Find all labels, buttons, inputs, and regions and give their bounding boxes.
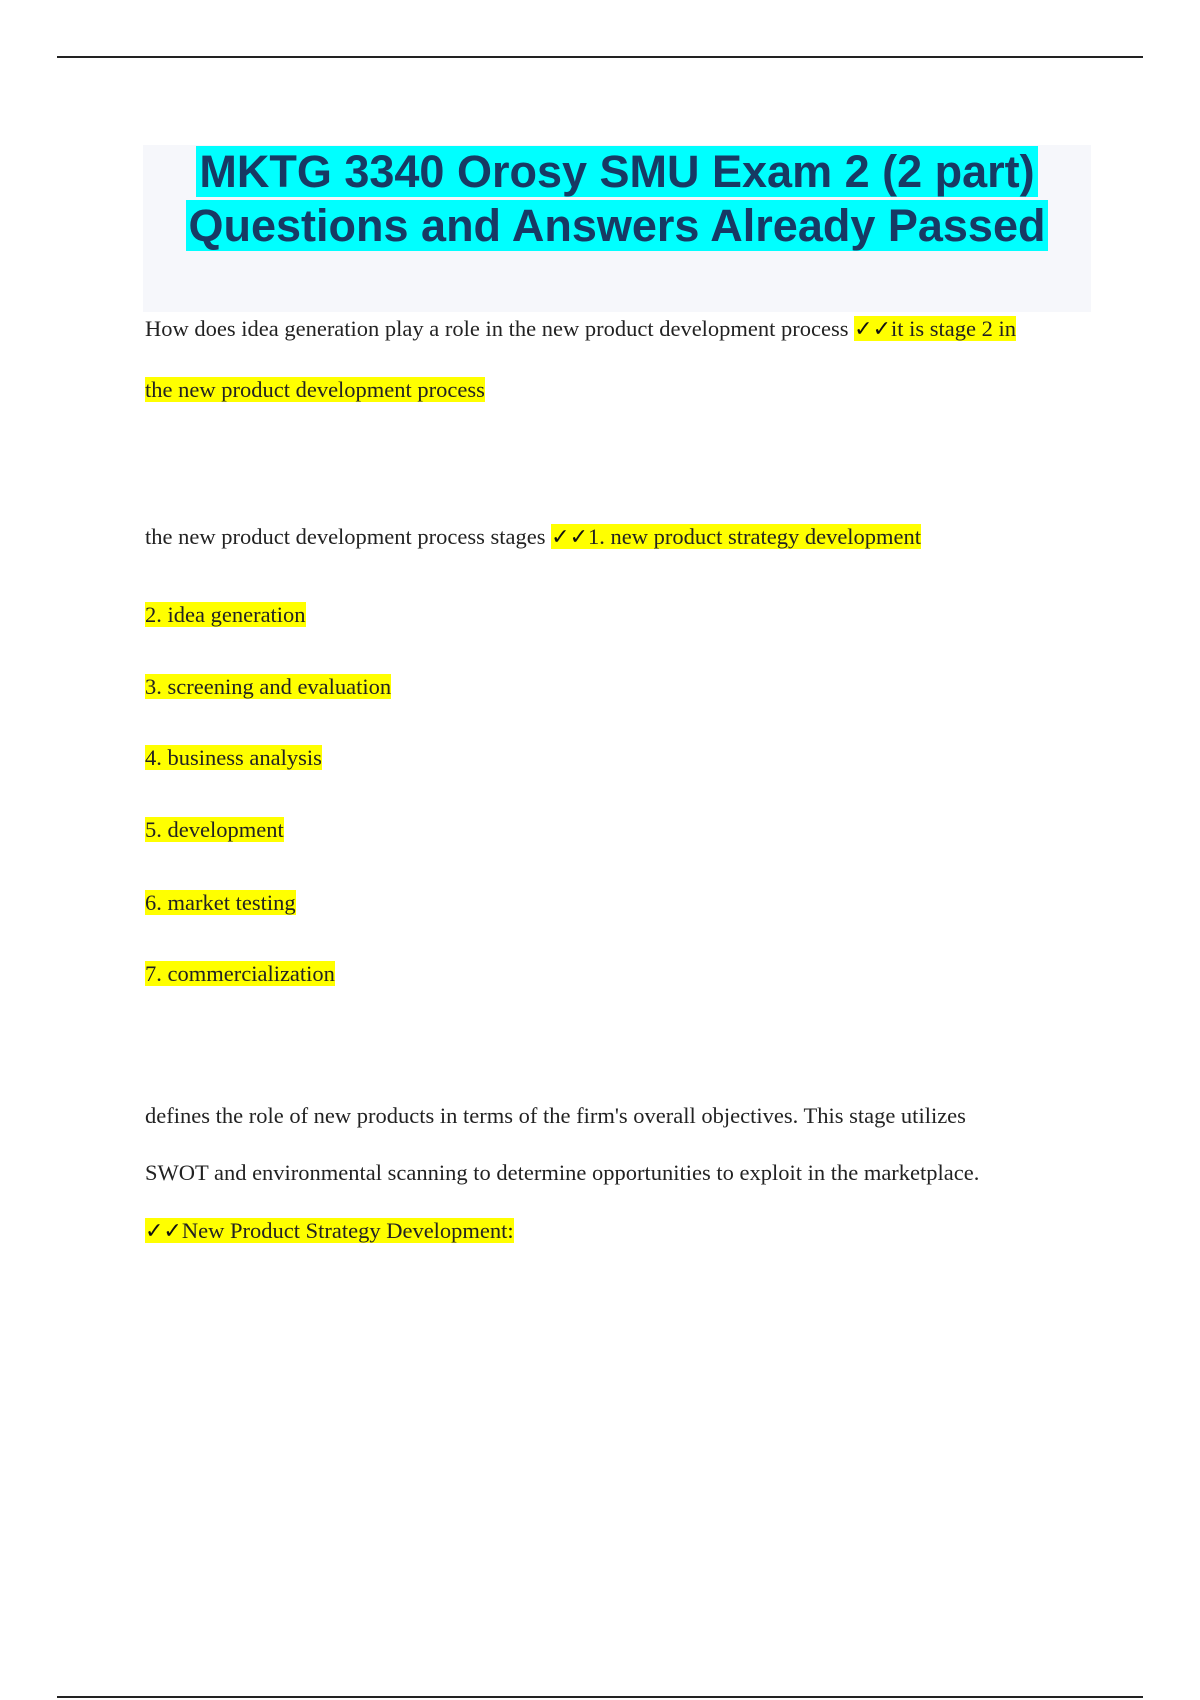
question-1-text: How does idea generation play a role in the new product development process [145, 316, 855, 341]
answer-1-text: it is stage 2 in [891, 316, 1017, 341]
list-item [145, 743, 322, 773]
question-2 [145, 522, 921, 553]
answer-3 [145, 1216, 514, 1247]
title-block [143, 145, 1091, 312]
check-icon: ✓✓ [145, 1219, 182, 1244]
question-3-line-2: SWOT and environmental scanning to determine opportunities to exploit in the marketplace. [145, 1160, 980, 1185]
title-line-2: Questions and Answers Already Passed [186, 200, 1049, 251]
answer-2-item-4: 4. business analysis [145, 745, 322, 770]
list-item [145, 672, 391, 702]
check-icon: ✓✓ [551, 525, 589, 550]
answer-2-item-1: 1. new product strategy development [588, 524, 922, 549]
title-line-1: MKTG 3340 Orosy SMU Exam 2 (2 part) [196, 146, 1037, 197]
answer-1-continued [145, 375, 485, 405]
answer-3-highlight [145, 1218, 514, 1243]
answer-2-item-2: 2. idea generation [145, 602, 306, 627]
answer-1-line2: the new product development process [145, 377, 485, 402]
top-rule [57, 56, 1143, 58]
answer-1-highlight [854, 316, 1016, 341]
answer-2-item-3: 3. screening and evaluation [145, 674, 392, 699]
list-item [145, 959, 335, 989]
document-title [143, 145, 1091, 253]
question-3-line-1: defines the role of new products in terms of the firm's overall objectives. This stage utilizes [145, 1103, 966, 1128]
question-1 [145, 314, 1016, 345]
answer-2-highlight [551, 524, 921, 549]
question-2-text: the new product development process stages [145, 524, 552, 549]
bottom-rule [57, 1696, 1143, 1698]
answer-3-text: New Product Strategy Development: [181, 1218, 514, 1243]
list-item [145, 600, 306, 630]
answer-2-item-5: 5. development [145, 817, 284, 842]
check-icon: ✓✓ [854, 317, 892, 342]
list-item [145, 815, 284, 845]
list-item [145, 888, 296, 918]
answer-2-item-6: 6. market testing [145, 890, 296, 915]
answer-2-item-7: 7. commercialization [145, 961, 335, 986]
